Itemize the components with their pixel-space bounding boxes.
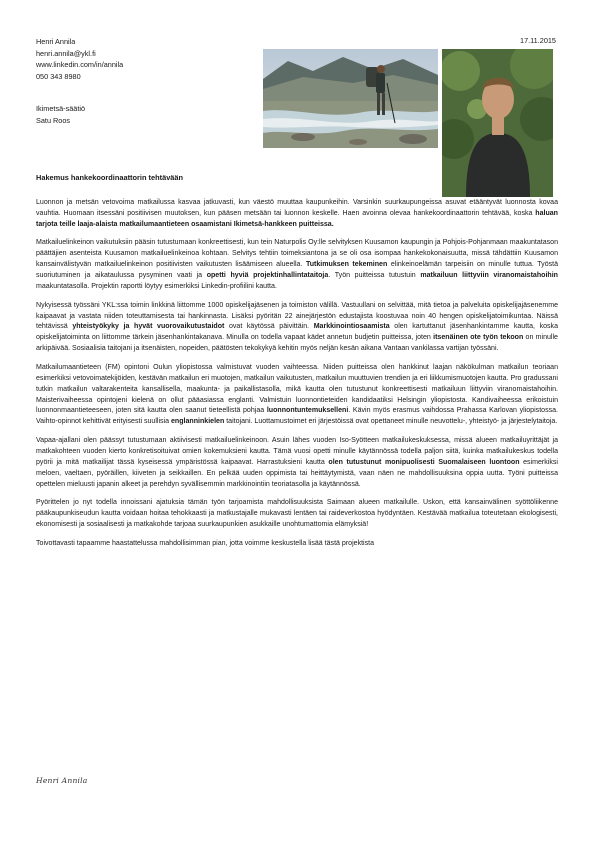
paragraph-text: maakuntatasolla. Projektin raportti löytyy esimerkiksi Linkedin-profiilini kautta.: [36, 283, 277, 291]
paragraph-text: olen kartuttanut jäsenhankintamme kautta, koska opiskelijatoiminta on liittomme tärkein jäsenhankintakanava. Minulla on todella vapaat kädet annetun budjetin puitteissa, joten: [36, 323, 559, 342]
paragraph-emphasis: olen tutustunut monipuolisesti Suomalaiseen luontoon: [328, 458, 520, 466]
portrait-photo: [442, 49, 553, 197]
paragraph-emphasis: englanninkielen: [171, 418, 225, 426]
paragraph-text: on minulle arkipäivää. Sosiaalisia taitojani ja itsenäisten, nopeiden, päätösten tekokykyä kehitin myös neljän kesän aikana Vantaan vankilassa vartijan työssäni.: [36, 334, 558, 353]
paragraph-emphasis: Markkinointiosaamista: [313, 323, 390, 331]
paragraph-emphasis: Tutkimuksen tekeminen: [305, 261, 388, 269]
paragraph-education: [36, 363, 558, 428]
recipient-block: [36, 103, 85, 126]
paragraph-text: esimerkiksi meloen, vaeltaen, pyöräillen, kiiveten ja seikkaillen. En pelkää uuden oppimista tai heittäytymistä, vaan näen ne mahdollisuuksina oppia uutta. Työni puitteissa opettelen mieluusti japanin alkeet ja perehdyn syvällisemmin markkinointiin teoriatasolla ja käytännössä.: [36, 458, 558, 488]
sender-contact-block: [36, 36, 123, 82]
sender-email: henri.annila@ykl.fi: [36, 48, 96, 58]
paragraph-text: . Kävin myös erasmus vaihdossa Prahassa Karlovan yliopistossa. Vaihto-opinnot kehittivät erityisesti suullisia: [36, 407, 558, 426]
paragraph-text: ovat käytössä päivittäin.: [224, 323, 314, 331]
paragraph-text: Matkailumaantieteen (FM) opintoni Oulun yliopistossa valmistuvat vuoden vaihteessa. Niiden puitteissa olen hankkinut laajan näkökulman matkailun teoriaan esimerkiksi vetovoimatekijöiden, kestävän matkailun eri muotojen, matkailun vaikutusten, matkailun muuttuvien trendien ja eri liikkumismuotojen kautta. Pro gradussani tutkin matkailun valtarakenteita kansallisella, maakunta- ja paikallistasolla, mikä kautta olen tutustunut konkreettisesti matkailuun liittyviin viranomaistahoihin. Maisterivaiheessa opintojeni kielenä on ollut pääasiassa englanti. Valmistuin luonnontieteiden kandidaatiksi Helsingin yliopistosta. Kandivaiheessa erikoistuin luonnonmaantieteeseen, joten sitä kautta olen saanut tieteellistä pohjaa: [36, 363, 558, 415]
paragraph-text: Matkailuelinkeinon vaikutuksiin pääsin tutustumaan konkreettisesti, kun tein Naturpolis Oy:lle selvityksen Kuusamon kaupungin ja Pohjois-Pohjanmaan maakuntatason päättäjien asenteista Kuusamon matkailuelinkeinoa kohtaan. Selvitys tehtiin toimeksiantona ja se oli osa isompaa hankekokonaisuutta, missä tähdättiin Kuusamon kansainvälistyvän matkailuelinkeinon positiivisten vaikutusten lisäämiseen alueella.: [36, 239, 558, 269]
paragraph-emphasis: haluan tarjota teille laaja-alaista matkailumaantieteen osaamistani Ikimetsä-hankkeen puitteissa.: [36, 209, 558, 228]
recipient-organization: Ikimetsä-säätiö: [36, 104, 86, 113]
paragraph-free-time: [36, 436, 558, 491]
paragraph-closing: [36, 539, 558, 550]
handwritten-signature: Henri Annila: [36, 776, 88, 785]
paragraph-research-experience: [36, 238, 558, 293]
paragraph-text: elinkeinoelämän tarpeisiin on minulle tuttua. Työstä suoriutuminen ja aikataulussa pysyminen vaati ja: [36, 261, 559, 280]
paragraph-emphasis: matkailuun liittyviin viranomaistahoihin: [420, 272, 558, 280]
paragraph-text: . Työn puitteissa tutustuin: [328, 272, 421, 280]
paragraph-current-job: [36, 301, 558, 356]
letter-subject: Hakemus hankekoordinaattorin tehtävään: [36, 173, 184, 182]
paragraph-emphasis: yhteistyökyky ja hyvät vuorovaikutustaidot: [72, 323, 225, 331]
paragraph-text: Pyörittelen jo nyt todella innoissani ajatuksia tämän työn tarjoamista mahdollisuuksista Saimaan alueen matkailulle. Uskon, että kansainvälinen syöttöliikenne pääkaupunkiseudun kautta voidaan hoitaa tehokkaasti ja matkustajalle mukavasti lentäen tai raideverkostoa hyödyntäen. Kestävää matkailua toteutetaan ekologisesti, ekonomisesti ja sosiaalisesti ja matkakohde tarjoaa suurkaupunkien asukkaille unohtumattomia elämyksiä!: [36, 499, 558, 528]
letter-date: 17.11.2015: [520, 36, 556, 45]
sender-linkedin: www.linkedin.com/in/annila: [36, 60, 124, 70]
paragraph-text: Vapaa-ajallani olen päässyt tutustumaan aktiivisesti matkailuelinkeinoon. Asuin lähes vuoden Iso-Syötteen matkailukeskuksessa, missä alueen matkailuyrittäjät ja matkakohteen vuoden kierto konkretisoituivat omien kokemuksieni kautta. Tämä vuosi opetti minulle käytännössä todella paljon siitä, kuinka matkailukeskus todella pyörii ja mitä matkailijat tässä kyseisessä ympäristössä kaipaavat. Harrastuksieni kautta: [36, 436, 558, 466]
paragraph-vision: [36, 498, 558, 531]
paragraph-emphasis: itsenäinen ote työn tekoon: [433, 334, 524, 342]
paragraph-motivation: [36, 198, 558, 231]
paragraph-emphasis: opetti hyviä projektinhallintataitoja: [206, 272, 329, 280]
letter-header: [36, 36, 556, 166]
sender-name: Henri Annila: [36, 37, 76, 46]
letter-body: [36, 198, 558, 557]
paragraph-text: Luonnon ja metsän vetovoima matkailussa kasvaa jatkuvasti, kun väestö muuttaa kaupunkeihin. Varsinkin suurkaupungeissa asuvat etääntyvät luonnosta kovaa vauhtia. Huomaan itsessäni positiivisen muutoksen, kun pääsen metsään tai luonnon keskelle. Haen avoinna olevaa hankekoordinaattorin tehtävää, koska: [36, 199, 558, 217]
paragraph-text: Nykyisessä työssäni YKL:ssa toimin linkkinä liittomme 1000 opiskelijajäsenen ja toimiston välillä. Vastuullani on selvittää, mitä tietoa ja palveluita opiskelijajäsenemme kaipaavat ja vastata niiden toteuttamisesta tai hankinnasta. Lisäksi pyöritän 22 ainejärjestön edustajista koostuvaa noin 40 hengen opiskelijatoimikuntaa. Näissä tehtävissä: [36, 301, 558, 331]
paragraph-text: taitojani. Luottamustoimet eri järjestöissä ovat opettaneet minulle neuvottelu-, yhteistyö- ja järjestelytaitoja.: [224, 418, 558, 426]
recipient-person: Satu Roos: [36, 115, 71, 125]
sender-phone: 050 343 8980: [36, 71, 81, 81]
paragraph-text: Toivottavasti tapaamme haastattelussa mahdollisimman pian, jotta voimme keskustella lisää tästä projektista: [36, 539, 375, 547]
paragraph-emphasis: luonnontuntemukselleni: [266, 407, 349, 415]
hiking-photo: [263, 49, 438, 148]
